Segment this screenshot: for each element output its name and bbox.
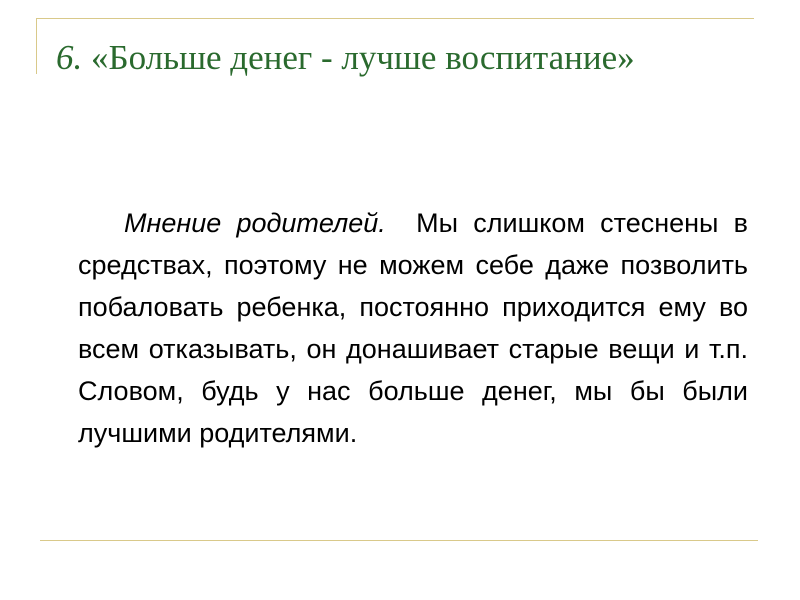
paragraph-lead: Мнение родителей.: [124, 208, 386, 238]
title-number: 6.: [56, 38, 83, 77]
paragraph-body: Мы слишком стеснены в средствах, поэтому не можем себе даже позволить побаловать ребенка, постоянно приходится ему во всем отказывать, он донашивает старые вещи и т.п. Словом, будь у нас больше денег, мы бы были лучшими родителями.: [78, 208, 748, 448]
slide-title: [56, 36, 776, 80]
title-text: «Больше денег - лучше воспитание»: [91, 38, 635, 77]
bottom-divider-line: [40, 540, 758, 541]
top-divider-line: [36, 18, 754, 19]
left-divider-line: [36, 18, 37, 74]
body-paragraph: [78, 202, 748, 454]
